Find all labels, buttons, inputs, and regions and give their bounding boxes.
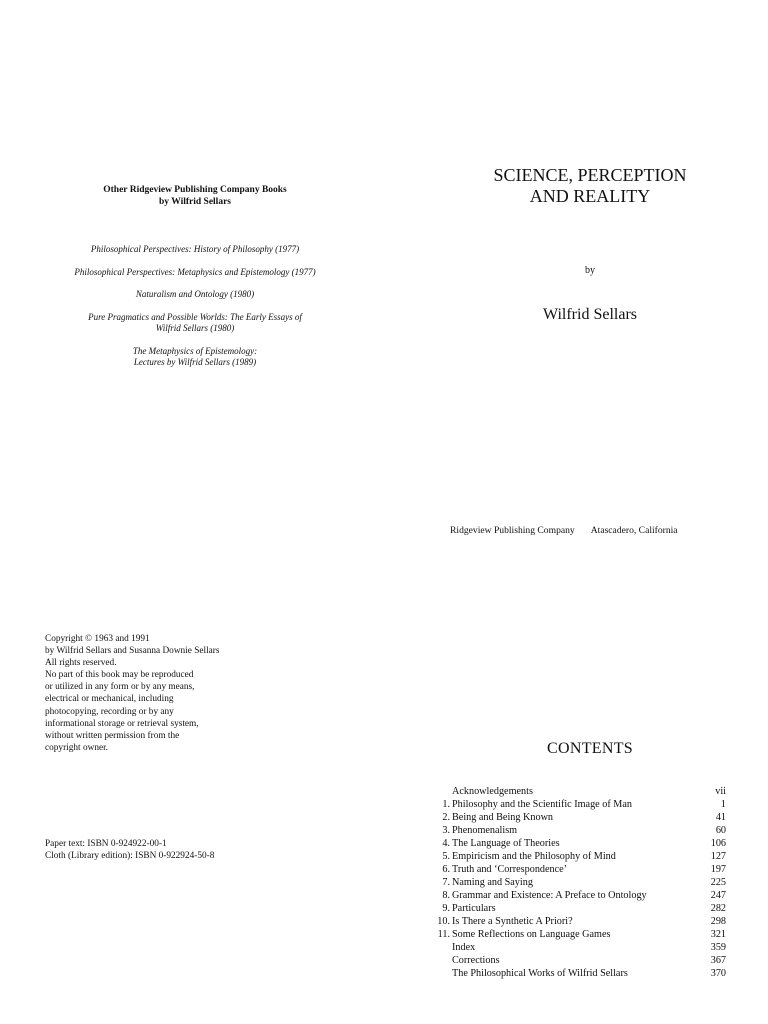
toc-entry	[420, 798, 726, 811]
book-title-line: Naturalism and Ontology (1980)	[135, 289, 255, 299]
toc-entry-page: 225	[710, 877, 726, 888]
isbn-info	[45, 838, 305, 862]
copyright-line: informational storage or retrieval system,	[45, 718, 199, 729]
by-label: by	[585, 265, 595, 276]
toc-entry-title: Being and Being Known	[452, 812, 554, 823]
toc-entry-title: Is There a Synthetic A Priori?	[452, 916, 573, 927]
toc-entry	[420, 837, 726, 850]
copyright-line: Copyright © 1963 and 1991	[45, 634, 150, 644]
toc-entry-page: 247	[710, 890, 726, 901]
copyright-line: without written permission from the	[45, 730, 180, 741]
toc-entry-title: Some Reflections on Language Games	[452, 929, 611, 940]
toc-entry-page: 106	[710, 838, 726, 849]
copyright-notice	[45, 633, 285, 754]
publisher-location: Atascadero, California	[590, 525, 678, 536]
other-books-list	[60, 244, 330, 380]
publisher-name: Ridgeview Publishing Company	[450, 525, 575, 536]
toc-entry-title: Acknowledgements	[452, 786, 533, 797]
toc-entry	[420, 876, 726, 889]
copyright-line: No part of this book may be reproduced	[45, 670, 194, 681]
toc-entry-number: 10.	[437, 916, 450, 927]
copyright-line: copyright owner.	[45, 742, 108, 753]
toc-entry	[420, 967, 726, 980]
copyright-line: photocopying, recording or by any	[45, 706, 174, 717]
toc-entry	[420, 928, 726, 941]
toc-entry-number	[420, 785, 452, 798]
toc-entry-number: 3.	[442, 825, 450, 836]
toc-entry-title: Particulars	[452, 903, 496, 914]
toc-entry-page: 127	[710, 851, 726, 862]
toc-entry-page: 359	[710, 942, 726, 953]
book-title-line2: AND REALITY	[529, 186, 651, 206]
isbn-cloth: Cloth (Library edition): ISBN 0-922924-50-8	[45, 851, 215, 862]
toc-entry-page: 298	[710, 916, 726, 927]
toc-entry-title: Empiricism and the Philosophy of Mind	[452, 851, 616, 862]
toc-entry-page: 60	[715, 825, 726, 836]
other-books-heading-line1: Other Ridgeview Publishing Company Books	[103, 185, 287, 195]
toc-entry-number: 6.	[442, 864, 450, 875]
toc-entry-title: Phenomenalism	[452, 825, 518, 836]
other-books-heading-line2: by Wilfrid Sellars	[159, 197, 231, 207]
copyright-line: by Wilfrid Sellars and Susanna Downie Sellars	[45, 646, 220, 657]
toc-entry-title: Grammar and Existence: A Preface to Ontology	[452, 890, 647, 901]
toc-entry-number: 4.	[442, 838, 450, 849]
copyright-line: All rights reserved.	[45, 658, 117, 669]
toc-entry-page: vii	[715, 786, 726, 797]
toc-entry-page: 41	[715, 812, 726, 823]
toc-entry	[420, 863, 726, 876]
toc-entry-title: The Philosophical Works of Wilfrid Sellars	[452, 968, 628, 979]
toc-entry-page: 197	[710, 864, 726, 875]
toc-entry-page: 282	[710, 903, 726, 914]
other-books-heading	[60, 184, 330, 208]
table-of-contents	[420, 785, 726, 980]
toc-entry-title: Naming and Saying	[452, 877, 533, 888]
toc-entry-title: Philosophy and the Scientific Image of Man	[452, 799, 632, 810]
isbn-paper: Paper text: ISBN 0-924922-00-1	[45, 839, 167, 849]
book-entry	[60, 346, 330, 369]
book-title-line1: SCIENCE, PERCEPTION	[493, 165, 687, 185]
toc-entry-number: 1.	[442, 799, 450, 810]
toc-entry-number: 2.	[442, 812, 450, 823]
toc-entry-title: Corrections	[452, 955, 500, 966]
book-title-line: Philosophical Perspectives: History of Philosophy (1977)	[90, 244, 300, 254]
copyright-line: or utilized in any form or by any means,	[45, 682, 195, 693]
toc-entry-number	[420, 954, 452, 967]
toc-entry-number: 9.	[442, 903, 450, 914]
book-title-line: Philosophical Perspectives: Metaphysics and Epistemology (1977)	[74, 266, 316, 277]
toc-entry	[420, 915, 726, 928]
book-title	[420, 165, 760, 207]
toc-entry	[420, 954, 726, 967]
toc-entry	[420, 902, 726, 915]
toc-entry-page: 367	[710, 955, 726, 966]
toc-entry-page: 370	[710, 968, 726, 979]
book-entry	[60, 289, 330, 301]
toc-entry	[420, 850, 726, 863]
book-title-line: Pure Pragmatics and Possible Worlds: The Early Essays of	[88, 311, 302, 322]
toc-entry	[420, 785, 726, 798]
book-title-line: Lectures by Wilfrid Sellars (1989)	[133, 357, 257, 367]
book-title-line: The Metaphysics of Epistemology:	[132, 345, 258, 356]
toc-entry-number	[420, 941, 452, 954]
toc-entry-title: The Language of Theories	[452, 838, 560, 849]
toc-entry-number: 8.	[442, 890, 450, 901]
publisher-line	[450, 525, 760, 536]
book-entry	[60, 244, 330, 256]
book-title-line: Wilfrid Sellars (1980)	[155, 323, 235, 333]
toc-entry	[420, 941, 726, 954]
author-name: Wilfrid Sellars	[543, 306, 637, 323]
toc-entry-number	[420, 967, 452, 980]
book-entry	[60, 267, 330, 279]
toc-entry	[420, 811, 726, 824]
toc-entry	[420, 889, 726, 902]
copyright-line: electrical or mechanical, including	[45, 694, 174, 705]
contents-heading: CONTENTS	[547, 740, 633, 757]
toc-entry-number: 7.	[442, 877, 450, 888]
toc-entry-page: 1	[720, 799, 726, 810]
toc-entry-number: 5.	[442, 851, 450, 862]
toc-entry-page: 321	[710, 929, 726, 940]
toc-entry-title: Index	[452, 942, 476, 953]
toc-entry-title: Truth and ‘Correspondence’	[452, 864, 568, 875]
book-entry	[60, 312, 330, 335]
toc-entry-number: 11.	[437, 929, 450, 940]
toc-entry	[420, 824, 726, 837]
